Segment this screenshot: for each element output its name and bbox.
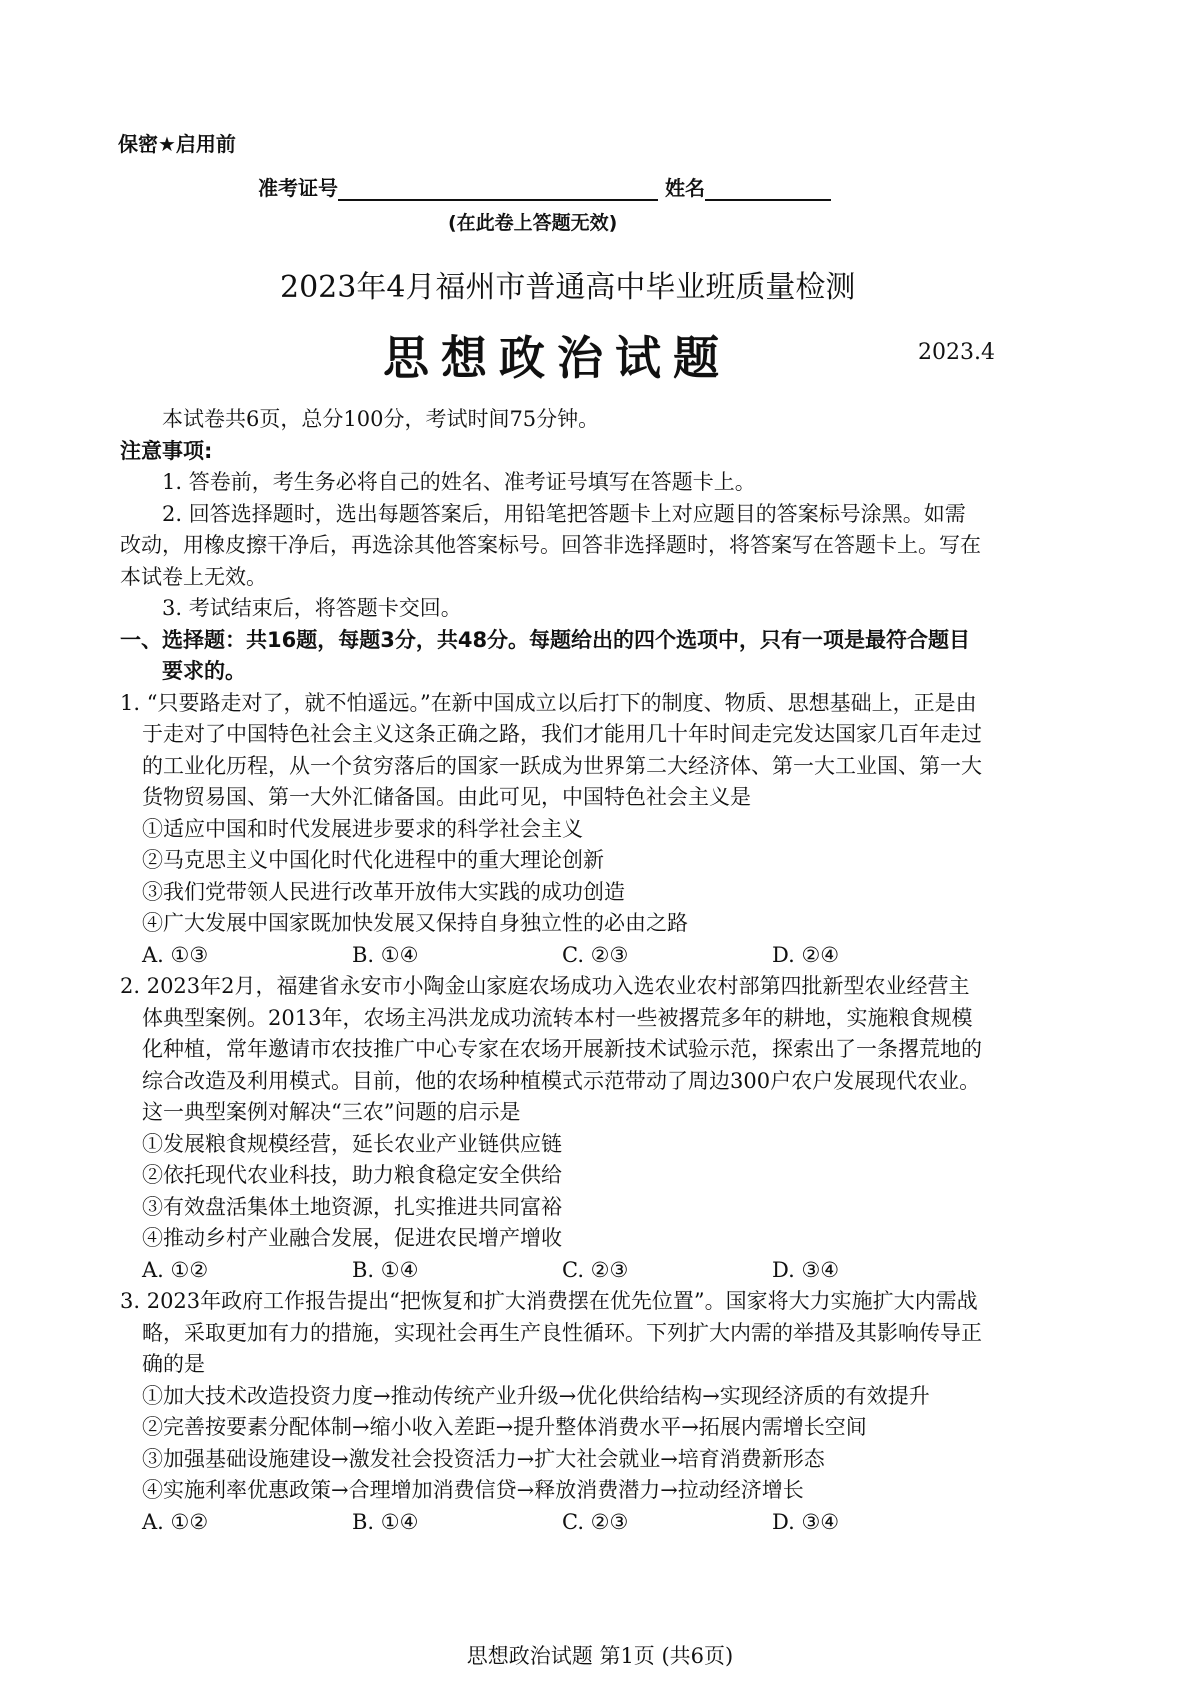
question-1	[120, 688, 982, 972]
choice-a: A. ①②	[142, 1257, 209, 1282]
choice-a: A. ①②	[142, 1509, 209, 1534]
question-stem: 2. 2023年2月，福建省永安市小陶金山家庭农场成功入选农业农村部第四批新型农业经营主体典型案例。2013年，农场主冯洪龙成功流转本村一些被撂荒多年的耕地，实施粮食规模化种植，常年邀请市农技推广中心专家在农场开展新技术试验示范，探索出了一条撂荒地的综合改造及利用模式。目前，他的农场种植模式示范带动了周边300户农户发展现代农业。这一典型案例对解决“三农”问题的启示是	[120, 974, 982, 1124]
statement-option: ①适应中国和时代发展进步要求的科学社会主义	[142, 816, 583, 841]
choice-b: B. ①④	[352, 1509, 419, 1534]
statement-option: ③有效盘活集体土地资源，扎实推进共同富裕	[142, 1194, 562, 1219]
notes-heading: 注意事项:	[120, 438, 213, 463]
exam-title: 2023年4月福州市普通高中毕业班质量检测	[280, 270, 856, 305]
note-item: 1. 答卷前，考生务必将自己的姓名、准考证号填写在答题卡上。	[162, 470, 756, 494]
choice-b: B. ①④	[352, 1257, 419, 1282]
exam-content	[120, 404, 982, 1538]
note-item: 2. 回答选择题时，选出每题答案后，用铅笔把答题卡上对应题目的答案标号涂黑。如需改动，用橡皮擦干净后，再选涂其他答案标号。回答非选择题时，将答案写在答题卡上。写在本试卷上无效。	[120, 501, 981, 589]
intro-text: 本试卷共6页，总分100分，考试时间75分钟。	[162, 407, 600, 431]
choice-d: D. ③④	[772, 1257, 840, 1282]
statement-option: ④实施利率优惠政策→合理增加消费信贷→释放消费潜力→拉动经济增长	[142, 1478, 804, 1502]
choice-d: D. ②④	[772, 942, 840, 967]
statement-option: ④广大发展中国家既加快发展又保持自身独立性的必由之路	[142, 911, 688, 935]
question-2	[120, 971, 982, 1286]
invalid-note: (在此卷上答题无效)	[448, 212, 618, 234]
choice-b: B. ①④	[352, 942, 419, 967]
statement-option: ①发展粮食规模经营，延长农业产业链供应链	[142, 1131, 562, 1156]
statement-option: ④推动乡村产业融合发展，促进农民增产增收	[142, 1226, 562, 1250]
answer-choices	[120, 940, 982, 972]
secrecy-label: 保密★启用前	[118, 132, 236, 156]
choice-c: C. ②③	[562, 942, 629, 967]
subject-title: 思想政治试题	[383, 331, 731, 385]
choice-d: D. ③④	[772, 1509, 840, 1534]
question-3	[120, 1286, 982, 1538]
answer-choices	[120, 1255, 982, 1287]
note-item: 3. 考试结束后，将答题卡交回。	[162, 596, 462, 620]
statement-option: ②马克思主义中国化时代化进程中的重大理论创新	[142, 848, 604, 872]
name-blank[interactable]	[705, 177, 831, 201]
section-heading: 一、选择题：共16题，每题3分，共48分。每题给出的四个选项中，只有一项是最符合题目要求的。	[120, 627, 971, 683]
exam-date: 2023.4	[918, 340, 995, 365]
question-stem: 3. 2023年政府工作报告提出“把恢复和扩大消费摆在优先位置”。国家将大力实施扩大内需战略，采取更加有力的措施，实现社会再生产良性循环。下列扩大内需的举措及其影响传导正确的是	[120, 1289, 982, 1376]
statement-option: ③我们党带领人民进行改革开放伟大实践的成功创造	[142, 879, 625, 904]
statement-option: ②依托现代农业科技，助力粮食稳定安全供给	[142, 1163, 562, 1187]
answer-choices	[120, 1507, 982, 1539]
candidate-info-line	[258, 172, 831, 201]
statement-option: ①加大技术改造投资力度→推动传统产业升级→优化供给结构→实现经济质的有效提升	[142, 1383, 930, 1408]
choice-c: C. ②③	[562, 1509, 629, 1534]
statement-option: ②完善按要素分配体制→缩小收入差距→提升整体消费水平→拓展内需增长空间	[142, 1415, 867, 1439]
choice-c: C. ②③	[562, 1257, 629, 1282]
statement-option: ③加强基础设施建设→激发社会投资活力→扩大社会就业→培育消费新形态	[142, 1446, 825, 1471]
choice-a: A. ①③	[142, 942, 209, 967]
id-blank[interactable]	[338, 177, 658, 201]
page-footer: 思想政治试题 第1页 (共6页)	[466, 1644, 734, 1668]
question-stem: 1. “只要路走对了，就不怕遥远。”在新中国成立以后打下的制度、物质、思想基础上，正是由于走对了中国特色社会主义这条正确之路，我们才能用几十年时间走完发达国家几百年走过的工业化历程，从一个贫穷落后的国家一跃成为世界第二大经济体、第一大工业国、第一大货物贸易国、第一大外汇储备国。由此可见，中国特色社会主义是	[120, 690, 982, 809]
name-label: 姓名	[664, 176, 705, 200]
id-label: 准考证号	[258, 176, 338, 200]
